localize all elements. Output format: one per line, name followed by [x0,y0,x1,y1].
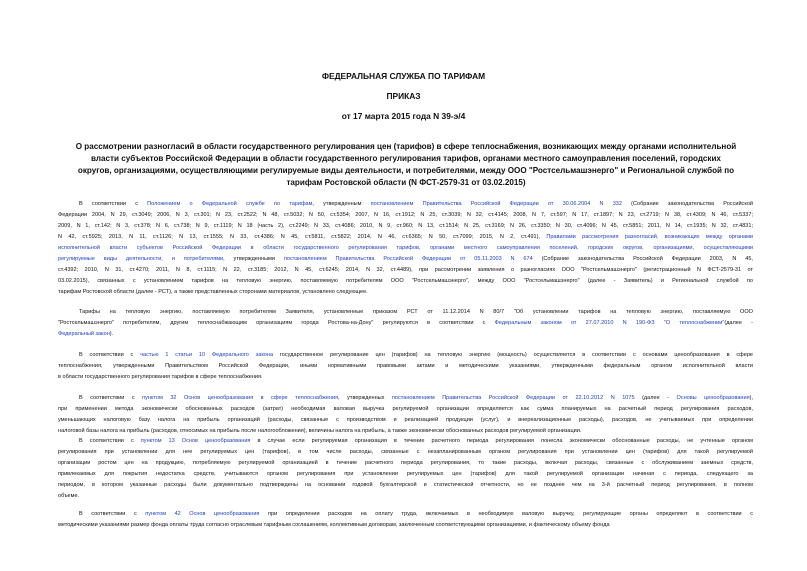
paragraph-text: , утвержденными [223,256,284,262]
paragraph-text: ст.4392; 2010, N 31, ст.4270; 2011, N 8, ст.1115; N 22, ст.3185; 2012, N 45, ст.6245; 2014, N 32, ст.4489), при рассмотрении заявления о разногласиях ООО "Ростсельмашэнерго" (регистрационный N ФСТ-2579-31 от [58,267,753,273]
document-link[interactable]: частью 1 статьи 10 Федерального закона [140,352,274,358]
paragraph-line [58,447,753,458]
paragraph-line [58,404,753,415]
paragraph-text: в случае если регулируемая организация в течение расчетного периода регулирования понесла экономически обоснованные расходы, не учтенные органом [250,438,753,444]
paragraph-text: В соответствии с [79,511,146,517]
title-line: тарифам Ростовской области (N ФСТ-2579-31 от 03.02.2015) [286,178,526,187]
paragraph-line [58,232,753,243]
paragraph-line [58,509,753,520]
paragraph-line [58,254,753,265]
paragraph-text: уменьшающих налоговую базу налога на прибыль организаций (расходы, связанные с производством и реализацией продукции (услуг), и внереализационные расходы), расходов, не учитываемых при определении [58,417,753,423]
paragraph-text: 2009, N 1, ст.142; N 3, ст.378; N 6, ст.738; N 9, ст.1119; N 18 (часть 2), ст.2249; N 33, ст.4086; 2010, N 9, ст.960; N 13, ст.1514; N 25, ст.3169; N 26, ст.3350; N 30, ст.4096; N 45, ст.5851; 2011, N 14, ст.1935; N 32, ст.4831; [58,223,753,229]
paragraph-line [58,469,753,480]
title-line: власти субъектов Российской Федерации в области государственного регулирования тарифов, органами местного самоуправления поселений, городских [91,154,721,163]
paragraph-line [58,458,753,469]
paragraph-line [58,307,753,318]
paragraph-text: методическими указаниями размер фонда оплаты труда согласно отраслевым тарифным соглашениям, коллективным договорам, заключенным соответствующими организациями, и фактическому объему фонда [58,522,610,528]
paragraph-article-10 [58,350,753,383]
paragraph-line [58,520,753,531]
paragraph-line [58,265,753,276]
document-date-number: от 17 марта 2015 года N 39-э/4 [341,111,466,121]
paragraph-text: при применении метода экономически обоснованных расходов (затрат) необходимая валовая выручка регулируемой организации определяется как сумма планируемых на расчетный период регулирования расходов, [58,406,753,412]
paragraph-text: (Собрание законодательства Российской Федерации 2003, N 45, [532,256,753,262]
paragraph-text: государственное регулирование цен (тарифов) на тепловую энергию (мощность) осуществляется в соответствии с основами ценообразования в сфере [273,352,753,358]
paragraph-line [58,415,753,426]
paragraph-text: организации ростом цен на продукцию, потребляемую регулируемой организацией в течение расчетного периода регулирования, то такие расходы, включая расходы, связанные с обслуживанием заемных средств, [58,460,753,466]
title-line: О рассмотрении разногласий в области государственного регулирования цен (тарифов) в сфере теплоснабжения, возникающих между органами исполнительной [75,142,737,151]
paragraph-text: (Собрание законодательства Российской [621,201,753,207]
paragraph-text: ), [749,395,753,401]
paragraph-text: N 42, ст.5925; 2013, N 11, ст.1126; N 13, ст.1555; N 33, ст.4386; N 45, ст.5811, ст.5822; 2014, N 46, ст.6365; N 50, ст.7099; 2015, N 2, ст.491), [58,234,547,240]
paragraph-line [58,221,753,232]
paragraph-line [58,243,753,254]
document-link[interactable]: регулируемые виды деятельности, и потребителями [58,256,224,262]
paragraph-line [58,436,753,447]
paragraph-line [58,287,753,298]
document-link[interactable]: Федеральный закон [58,331,110,337]
document-link[interactable]: Федеральным законом от 27.07.2010 N 190-ФЗ "О теплоснабжении" [494,320,725,326]
document-link[interactable]: Положением о Федеральной службе по тарифам [147,201,313,207]
paragraph-line [58,318,753,329]
paragraph-text: В соответствии с [79,395,143,401]
paragraph-text: , утвержденных [338,395,392,401]
paragraph-text: Тарифы на тепловую энергию, поставляемую потребителям Заявителя, установленные приказом РСТ от 11.12.2014 N 80/7 "Об установлении тарифов на тепловую энергию, поставляемую ООО [79,309,753,315]
paragraph-text: 03.02.2015), связанных с установлением тарифов на тепловую энергию, поставляемую потребителям ООО "Ростсельмашэнерго", между ООО "Ростсельмашэнерго" (далее - Заявитель) и Региональной службой по [58,278,753,284]
paragraph-line [58,329,753,340]
paragraph-text: (далее - [724,320,753,326]
paragraph-line [58,199,753,210]
document-link[interactable]: пунктом 13 Основ ценообразования [140,438,251,444]
paragraph-legal-basis [58,199,753,298]
paragraph-line [58,393,753,404]
document-type-heading: ПРИКАЗ [386,91,421,101]
paragraph-line [58,210,753,221]
document-link[interactable]: пунктом 32 Основ ценообразования в сфере теплоснабжения [142,395,339,401]
paragraph-line [58,491,753,502]
paragraph-text: регулирования при установлении для нее регулируемых цен (тарифов), в том числе расходы, связанные с незапланированным органом регулирования при установлении цен (тарифов) для такой регулируемой [58,449,753,455]
paragraph-text: налоговой базы налога на прибыль (расходов, относимых на прибыль после налогообложения), величины налога на прибыль, а также экономически обоснованных расходов регулируемой организации. [58,428,582,434]
paragraph-text: привлекаемых для покрытия недостатка средств, учитываются органом регулирования при установлении регулируемых цен (тарифов) для такой регулируемой организации начиная с периода, следующего за [58,471,753,477]
paragraph-text: при определении расходов на оплату труда, включаемых в необходимую валовую выручку, регулирующие органы определяют в соответствии с [259,511,753,517]
paragraph-line [58,276,753,287]
paragraph-text: теплоснабжения, утвержденными Правительством Российской Федерации, иными нормативными правовыми актами и методическими указаниями, утвержденными федеральным органом исполнительной власти [58,363,753,369]
paragraph-line [58,361,753,372]
document-link[interactable]: постановлением Правительства Российской Федерации от 22.10.2012 N 1075 [391,395,635,401]
paragraph-text: , утвержденным [312,201,371,207]
paragraph-text: периодом, в котором указанные расходы были документально подтверждены на основании годовой бухгалтерской и статистической отчетности, но не позднее чем на 3-й расчетный период регулирования, в полном [58,482,753,488]
paragraph-line [58,372,753,383]
paragraph-text: "Ростсельмашэнерго" потребителям, другим теплоснабжающим организациям города Ростова-на-Дону" регулируются в соответствии с [58,320,495,326]
document-link[interactable]: пунктом 42 Основ ценообразования [145,511,260,517]
document-title [56,141,756,189]
paragraph-item-13 [58,436,753,502]
paragraph-text: В соответствии с [79,201,148,207]
paragraph-text: В соответствии с [79,438,141,444]
paragraph-text: Федерации 2004, N 29, ст.3049; 2006, N 3, ст.301; N 23, ст.2522; N 48, ст.5032; N 50, ст.5354; 2007, N 16, ст.1912; N 25, ст.3039; N 32, ст.4145; 2008, N 7, ст.597; N 17, ст.1897; N 23, ст.2719; N 38, ст.4309; N 46, ст.5337; [58,212,753,218]
agency-heading: ФЕДЕРАЛЬНАЯ СЛУЖБА ПО ТАРИФАМ [321,71,486,81]
document-link[interactable]: постановлением Правительства Российской Федерации от 05.11.2003 N 674 [283,256,533,262]
paragraph-text: тарифам Ростовской области (далее - РСТ), а также представленных сторонами материалов, установлено следующее. [58,289,368,295]
paragraph-text: (далее - [634,395,677,401]
document-link[interactable]: Правилами рассмотрения разногласий, возникающих между органами [546,234,753,240]
document-link[interactable]: Основы ценообразования [676,395,750,401]
paragraph-item-42 [58,509,753,531]
paragraph-item-32 [58,393,753,437]
paragraph-line [58,350,753,361]
paragraph-text: ). [109,331,114,337]
document-link[interactable]: исполнительной власти субъектов Российской Федерации в области государственного регулирования тарифов, органами местного самоуправления поселений, городских округов, организациями, осуществляющими [58,245,753,251]
paragraph-line [58,480,753,491]
document-link[interactable]: постановлением Правительства Российской Федерации от 30.06.2004 N 332 [370,201,622,207]
paragraph-text: В соответствии с [79,352,141,358]
paragraph-text: объеме. [58,493,80,499]
title-line: округов, организациями, осуществляющими регулируемые виды деятельности, и потребителями, между ООО "Ростсельмашэнерго" и Региональной службой по [77,166,735,175]
paragraph-text: в области государственного регулирования тарифов в сфере теплоснабжения. [58,374,263,380]
paragraph-tariffs [58,307,753,340]
